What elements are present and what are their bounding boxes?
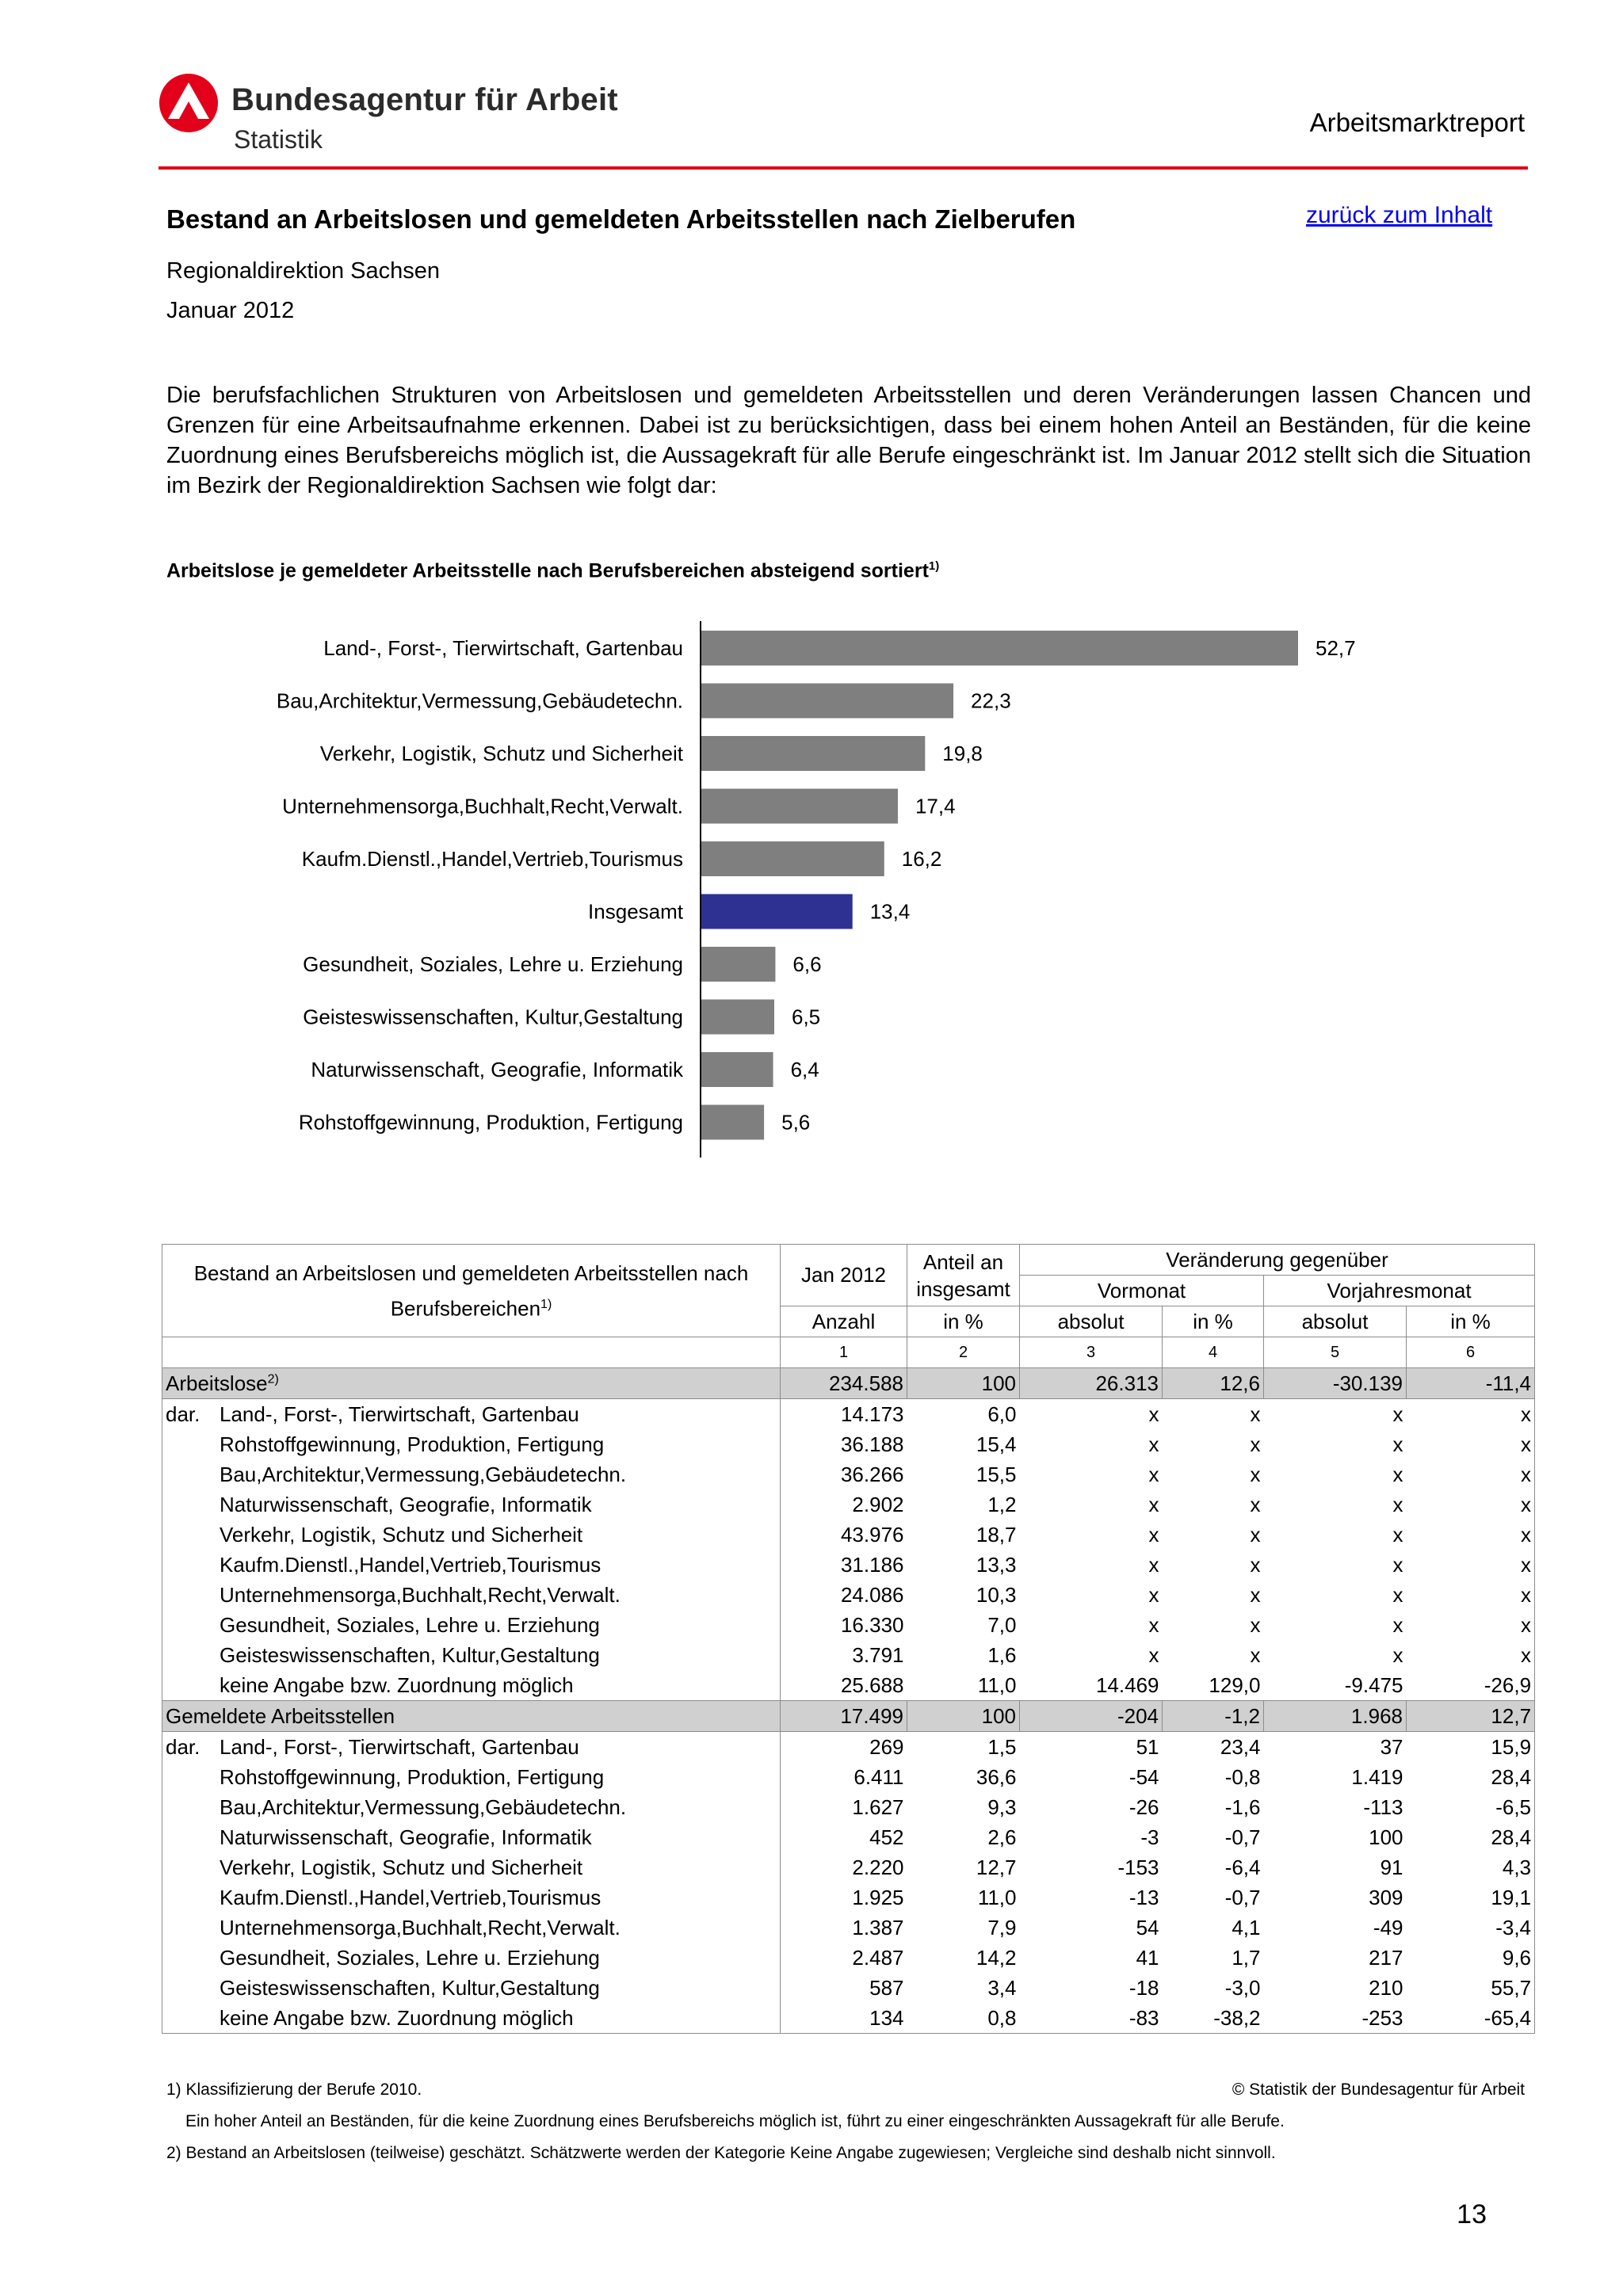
unit-count: Anzahl — [781, 1306, 907, 1337]
row-label: keine Angabe bzw. Zuordnung möglich — [162, 2003, 781, 2034]
row-label: Rohstoffgewinnung, Produktion, Fertigung — [162, 1762, 781, 1792]
bar — [701, 947, 775, 982]
dar-prefix: dar. — [166, 1402, 200, 1426]
col-header-prev-month: Vormonat — [1020, 1276, 1264, 1306]
category-label: Geisteswissenschaften, Kultur,Gestaltung — [303, 1005, 683, 1029]
bar — [701, 1105, 764, 1140]
table-row — [162, 1913, 1535, 1943]
value-label: 52,7 — [1316, 636, 1356, 660]
section-total-row — [162, 1368, 1535, 1399]
bar — [701, 736, 925, 771]
cell-value: x — [1148, 1642, 1159, 1667]
cell-value: 12,7 — [1407, 1701, 1535, 1732]
cell-value: 100 — [1369, 1825, 1403, 1849]
cell-value: -3,0 — [1224, 1975, 1261, 2000]
cell-value: x — [1392, 1552, 1403, 1577]
value-label: 6,5 — [791, 1005, 821, 1029]
page-title: Bestand an Arbeitslosen und gemeldeten Arbeitsstellen nach Zielberufen — [166, 204, 1076, 234]
cell-value: 6.411 — [781, 1762, 907, 1792]
table-head-main: Bestand an Arbeitslosen und gemeldeten Arbeitsstellen nach Berufsbereichen$^{1)}$ — [162, 1245, 781, 1337]
row-label: Verkehr, Logistik, Schutz und Sicherheit — [162, 1852, 781, 1882]
cell-value: 0,8 — [907, 2003, 1020, 2034]
region-label: Regionaldirektion Sachsen — [166, 258, 440, 284]
cell-value: -153 — [1117, 1855, 1159, 1879]
cell-value: 134 — [781, 2003, 907, 2034]
cell-value: 19,1 — [1407, 1882, 1535, 1913]
cell-value: -1,6 — [1224, 1794, 1261, 1819]
cell-value: 14,2 — [976, 1945, 1017, 1970]
cell-value: 15,5 — [976, 1462, 1017, 1486]
value-label: 6,4 — [790, 1058, 819, 1081]
cell-value: 11,0 — [977, 1672, 1017, 1697]
cell-value: -65,4 — [1407, 2003, 1535, 2034]
cell-value: 25.688 — [781, 1670, 907, 1701]
cell-value: 3.791 — [781, 1640, 907, 1670]
col-number: 2 — [907, 1337, 1020, 1368]
row-label: Bau,Architektur,Vermessung,Gebäudetechn. — [162, 1459, 781, 1489]
cell-value: 587 — [781, 1973, 907, 2003]
cell-value: 7,0 — [987, 1612, 1017, 1637]
month-label: Januar 2012 — [166, 298, 295, 323]
section-total-row — [162, 1701, 1535, 1732]
cell-value: 2.902 — [781, 1489, 907, 1520]
table-row — [162, 2003, 1535, 2034]
category-label: Naturwissenschaft, Geografie, Informatik — [311, 1058, 683, 1081]
value-label: 13,4 — [869, 899, 911, 924]
table-row — [162, 1732, 1535, 1763]
value-label: 17,4 — [915, 794, 956, 818]
cell-value: -26 — [1128, 1794, 1159, 1819]
cell-value: 9,3 — [987, 1794, 1017, 1819]
cell-value: 14.173 — [781, 1399, 907, 1430]
cell-value: 15,4 — [976, 1432, 1017, 1456]
cell-value: 36.266 — [781, 1459, 907, 1489]
copyright: © Statistik der Bundesagentur für Arbeit — [1232, 2081, 1525, 2099]
cell-value: x — [1250, 1582, 1261, 1607]
dar-prefix: dar. — [166, 1734, 200, 1759]
cell-value: -38,2 — [1163, 2003, 1264, 2034]
cell-value: 100 — [907, 1368, 1020, 1399]
back-to-contents-link[interactable]: zurück zum Inhalt — [1306, 202, 1493, 228]
value-label: 5,6 — [781, 1110, 811, 1135]
category-label: Gesundheit, Soziales, Lehre u. Erziehung — [303, 952, 683, 976]
header-divider — [158, 166, 1528, 170]
cell-value: x — [1148, 1522, 1159, 1547]
cell-value: 55,7 — [1407, 1973, 1535, 2003]
cell-value: 41 — [1136, 1945, 1159, 1970]
unit-percent: in % — [1163, 1306, 1264, 1337]
cell-value: 12,6 — [1163, 1368, 1264, 1399]
cell-value: x — [1407, 1459, 1535, 1489]
bar — [701, 631, 1298, 666]
col-header-change: Veränderung gegenüber — [1020, 1245, 1535, 1276]
cell-value: x — [1392, 1492, 1403, 1516]
table-row — [162, 1399, 1535, 1430]
table-row — [162, 1580, 1535, 1610]
cell-value: x — [1407, 1580, 1535, 1610]
row-label: Geisteswissenschaften, Kultur,Gestaltung — [162, 1973, 781, 2003]
category-label: Bau,Architektur,Vermessung,Gebäudetechn. — [276, 688, 683, 713]
row-label: Naturwissenschaft, Geografie, Informatik — [162, 1822, 781, 1852]
cell-value: x — [1392, 1522, 1403, 1547]
cell-value: x — [1392, 1402, 1403, 1426]
cell-value: 6,0 — [987, 1402, 1017, 1426]
chart-title: Arbeitslose je gemeldeter Arbeitsstelle nach Berufsbereichen absteigend sortiert$^{1)}$ — [166, 559, 940, 582]
cell-value: 24.086 — [781, 1580, 907, 1610]
table-row — [162, 1459, 1535, 1489]
cell-value: 23,4 — [1220, 1734, 1261, 1759]
cell-value: 2,6 — [987, 1825, 1017, 1849]
cell-value: 2.220 — [781, 1852, 907, 1882]
row-label: Bau,Architektur,Vermessung,Gebäudetechn. — [162, 1792, 781, 1822]
cell-value: 31.186 — [781, 1550, 907, 1580]
cell-value: x — [1250, 1462, 1261, 1486]
cell-value: 43.976 — [781, 1520, 907, 1550]
cell-value: 4,3 — [1407, 1852, 1535, 1882]
cell-value: -18 — [1128, 1975, 1159, 2000]
unit-absolute: absolut — [1264, 1306, 1407, 1337]
table-row — [162, 1610, 1535, 1640]
cell-value: 1,2 — [987, 1492, 1017, 1516]
cell-value: 54 — [1136, 1915, 1159, 1939]
cell-value: -3 — [1140, 1825, 1159, 1849]
row-label: keine Angabe bzw. Zuordnung möglich — [162, 1670, 781, 1701]
cell-value: x — [1407, 1640, 1535, 1670]
table-row — [162, 1550, 1535, 1580]
table-row — [162, 1943, 1535, 1973]
cell-value: 28,4 — [1407, 1822, 1535, 1852]
col-number: 5 — [1264, 1337, 1407, 1368]
row-label: Geisteswissenschaften, Kultur,Gestaltung — [162, 1640, 781, 1670]
cell-value: -54 — [1128, 1764, 1159, 1789]
cell-value: -3,4 — [1407, 1913, 1535, 1943]
category-label: Kaufm.Dienstl.,Handel,Vertrieb,Tourismus — [301, 847, 683, 871]
cell-value: x — [1250, 1612, 1261, 1637]
cell-value: x — [1148, 1492, 1159, 1516]
cell-value: -83 — [1020, 2003, 1163, 2034]
cell-value: 28,4 — [1407, 1762, 1535, 1792]
unit-percent: in % — [1407, 1306, 1535, 1337]
cell-value: 17.499 — [781, 1701, 907, 1732]
cell-value: 36,6 — [976, 1764, 1017, 1789]
cell-value: x — [1392, 1582, 1403, 1607]
cell-value: x — [1392, 1612, 1403, 1637]
cell-value: x — [1407, 1550, 1535, 1580]
cell-value: -49 — [1373, 1915, 1403, 1939]
cell-value: -11,4 — [1407, 1368, 1535, 1399]
category-label: Unternehmensorga,Buchhalt,Recht,Verwalt. — [282, 794, 683, 818]
footnote-1b: Ein hoher Anteil an Beständen, für die keine Zuordnung eines Berufsbereichs möglich ist, führt zu einer eingeschränkten Aussagekraft für alle Berufe. — [185, 2112, 1285, 2130]
cell-value: 13,3 — [976, 1552, 1017, 1577]
cell-value: -204 — [1020, 1701, 1163, 1732]
row-label: dar. Land-, Forst-, Tierwirtschaft, Gartenbau — [162, 1399, 781, 1430]
cell-value: 7,9 — [987, 1915, 1017, 1939]
table-row — [162, 1489, 1535, 1520]
cell-value: -113 — [1363, 1794, 1403, 1819]
org-name: Bundesagentur für Arbeit — [231, 82, 618, 117]
bar — [701, 1052, 773, 1087]
cell-value: 217 — [1369, 1945, 1403, 1970]
bar — [701, 841, 884, 876]
col-header-share: Anteil an insgesamt — [907, 1245, 1020, 1306]
cell-value: -6,5 — [1407, 1792, 1535, 1822]
cell-value: -9.475 — [1344, 1672, 1403, 1697]
cell-value: x — [1148, 1582, 1159, 1607]
page-number: 13 — [1457, 2199, 1487, 2229]
cell-value: x — [1407, 1610, 1535, 1640]
cell-value: 12,7 — [976, 1855, 1017, 1879]
cell-value: 100 — [907, 1701, 1020, 1732]
cell-value: -26,9 — [1407, 1670, 1535, 1701]
cell-value: x — [1392, 1432, 1403, 1456]
cell-value: 269 — [781, 1732, 907, 1763]
row-label: Gesundheit, Soziales, Lehre u. Erziehung — [162, 1610, 781, 1640]
cell-value: 309 — [1369, 1885, 1403, 1909]
row-label: Gesundheit, Soziales, Lehre u. Erziehung — [162, 1943, 781, 1973]
cell-value: 51 — [1136, 1734, 1159, 1759]
cell-value: -0,8 — [1224, 1764, 1261, 1789]
value-label: 6,6 — [792, 952, 822, 976]
row-label: dar. Land-, Forst-, Tierwirtschaft, Gartenbau — [162, 1732, 781, 1763]
table-row — [162, 1882, 1535, 1913]
cell-value: -13 — [1128, 1885, 1159, 1909]
category-label: Verkehr, Logistik, Schutz und Sicherheit — [319, 742, 683, 765]
cell-value: x — [1250, 1432, 1261, 1456]
value-label: 19,8 — [942, 742, 983, 765]
cell-value: 37 — [1380, 1734, 1403, 1759]
table-row — [162, 1520, 1535, 1550]
table-row — [162, 1822, 1535, 1852]
row-label: Kaufm.Dienstl.,Handel,Vertrieb,Tourismus — [162, 1550, 781, 1580]
cell-value: 1.419 — [1351, 1764, 1403, 1789]
cell-value: -0,7 — [1224, 1825, 1261, 1849]
cell-value: 1.627 — [781, 1792, 907, 1822]
cell-value: 452 — [781, 1822, 907, 1852]
cell-value: 1.387 — [781, 1913, 907, 1943]
bar — [701, 789, 898, 824]
col-number-spacer — [162, 1337, 781, 1368]
cell-value: 129,0 — [1209, 1672, 1261, 1697]
bar — [701, 1000, 774, 1035]
cell-value: -1,2 — [1163, 1701, 1264, 1732]
cell-value: 1,6 — [987, 1642, 1017, 1667]
row-label: Kaufm.Dienstl.,Handel,Vertrieb,Tourismus — [162, 1882, 781, 1913]
table-row — [162, 1640, 1535, 1670]
cell-value: x — [1250, 1492, 1261, 1516]
table-row — [162, 1429, 1535, 1459]
cell-value: 18,7 — [976, 1522, 1017, 1547]
category-label: Land-, Forst-, Tierwirtschaft, Gartenbau — [323, 636, 683, 660]
report-label: Arbeitsmarktreport — [1309, 108, 1525, 137]
value-label: 22,3 — [971, 688, 1011, 713]
cell-value: 14.469 — [1095, 1672, 1159, 1697]
cell-value: x — [1250, 1522, 1261, 1547]
category-label: Rohstoffgewinnung, Produktion, Fertigung — [298, 1110, 683, 1135]
value-label: 16,2 — [901, 847, 942, 871]
category-label: Insgesamt — [588, 899, 683, 924]
cell-value: x — [1392, 1462, 1403, 1486]
bar — [701, 684, 953, 719]
org-subtitle: Statistik — [234, 125, 323, 154]
table-row — [162, 1762, 1535, 1792]
cell-value: -0,7 — [1224, 1885, 1261, 1909]
cell-value: x — [1407, 1489, 1535, 1520]
cell-value: x — [1407, 1399, 1535, 1430]
cell-value: -6,4 — [1224, 1855, 1261, 1879]
unit-percent: in % — [907, 1306, 1020, 1337]
cell-value: x — [1148, 1612, 1159, 1637]
footnote-1: 1) Klassifizierung der Berufe 2010. — [166, 2081, 422, 2099]
cell-value: x — [1148, 1432, 1159, 1456]
data-table-container — [162, 1244, 1534, 2034]
cell-value: 4,1 — [1232, 1915, 1261, 1939]
cell-value: x — [1250, 1642, 1261, 1667]
col-number: 3 — [1020, 1337, 1163, 1368]
col-header-jan: Jan 2012 — [781, 1245, 907, 1306]
cell-value: 3,4 — [987, 1975, 1017, 2000]
bar-highlight — [701, 894, 853, 929]
cell-value: x — [1407, 1429, 1535, 1459]
cell-value: 2.487 — [781, 1943, 907, 1973]
cell-value: 26.313 — [1020, 1368, 1163, 1399]
row-label: Verkehr, Logistik, Schutz und Sicherheit — [162, 1520, 781, 1550]
cell-value: x — [1407, 1520, 1535, 1550]
cell-value: x — [1148, 1552, 1159, 1577]
cell-value: x — [1250, 1552, 1261, 1577]
table-row — [162, 1792, 1535, 1822]
table-row — [162, 1670, 1535, 1701]
cell-value: 10,3 — [976, 1582, 1017, 1607]
cell-value: 1,5 — [987, 1734, 1017, 1759]
cell-value: 36.188 — [781, 1429, 907, 1459]
col-number: 6 — [1407, 1337, 1535, 1368]
row-label: Unternehmensorga,Buchhalt,Recht,Verwalt. — [162, 1913, 781, 1943]
data-table — [162, 1244, 1535, 2034]
cell-value: x — [1392, 1642, 1403, 1667]
cell-value: 9,6 — [1407, 1943, 1535, 1973]
cell-value: 16.330 — [781, 1610, 907, 1640]
footnote-2: 2) Bestand an Arbeitslosen (teilweise) geschätzt. Schätzwerte werden der Kategorie Keine Angabe zugewiesen; Vergleiche sind deshalb nicht sinnvoll. — [166, 2144, 1276, 2162]
row-label: Naturwissenschaft, Geografie, Informatik — [162, 1489, 781, 1520]
unit-absolute: absolut — [1020, 1306, 1163, 1337]
table-row — [162, 1973, 1535, 2003]
cell-value: 15,9 — [1407, 1732, 1535, 1763]
intro-paragraph: Die berufsfachlichen Strukturen von Arbeitslosen und gemeldeten Arbeitsstellen und deren Veränderungen lassen Chancen und Grenzen für eine Arbeitsaufnahme erkennen. Dabei ist zu berücksichtigen, dass bei einem hohen Anteil an Beständen, für die keine Zuordnung eines Berufsbereichs möglich ist, die Aussagekraft für alle Berufe eingeschränkt ist. Im Januar 2012 stellt sich die Situation im Bezirk der Regionaldirektion Sachsen wie folgt dar: — [166, 383, 1531, 498]
col-number: 4 — [1163, 1337, 1264, 1368]
cell-value: x — [1250, 1402, 1261, 1426]
cell-value: 91 — [1380, 1855, 1403, 1879]
cell-value: 1.925 — [781, 1882, 907, 1913]
row-label: Unternehmensorga,Buchhalt,Recht,Verwalt. — [162, 1580, 781, 1610]
col-header-prev-year: Vorjahresmonat — [1264, 1276, 1535, 1306]
cell-value: x — [1148, 1402, 1159, 1426]
ba-logo-icon — [158, 73, 219, 133]
table-row — [162, 1852, 1535, 1882]
cell-value: 234.588 — [781, 1368, 907, 1399]
cell-value: 1.968 — [1264, 1701, 1407, 1732]
cell-value: x — [1148, 1462, 1159, 1486]
row-label: Rohstoffgewinnung, Produktion, Fertigung — [162, 1429, 781, 1459]
section-name: Arbeitslose$^{2)}$ — [162, 1368, 781, 1399]
section-name: Gemeldete Arbeitsstellen — [162, 1701, 781, 1732]
col-number: 1 — [781, 1337, 907, 1368]
bar-chart — [0, 610, 1623, 1165]
cell-value: 210 — [1369, 1975, 1403, 2000]
cell-value: 1,7 — [1232, 1945, 1261, 1970]
cell-value: 11,0 — [977, 1885, 1017, 1909]
cell-value: -253 — [1264, 2003, 1407, 2034]
cell-value: -30.139 — [1264, 1368, 1407, 1399]
